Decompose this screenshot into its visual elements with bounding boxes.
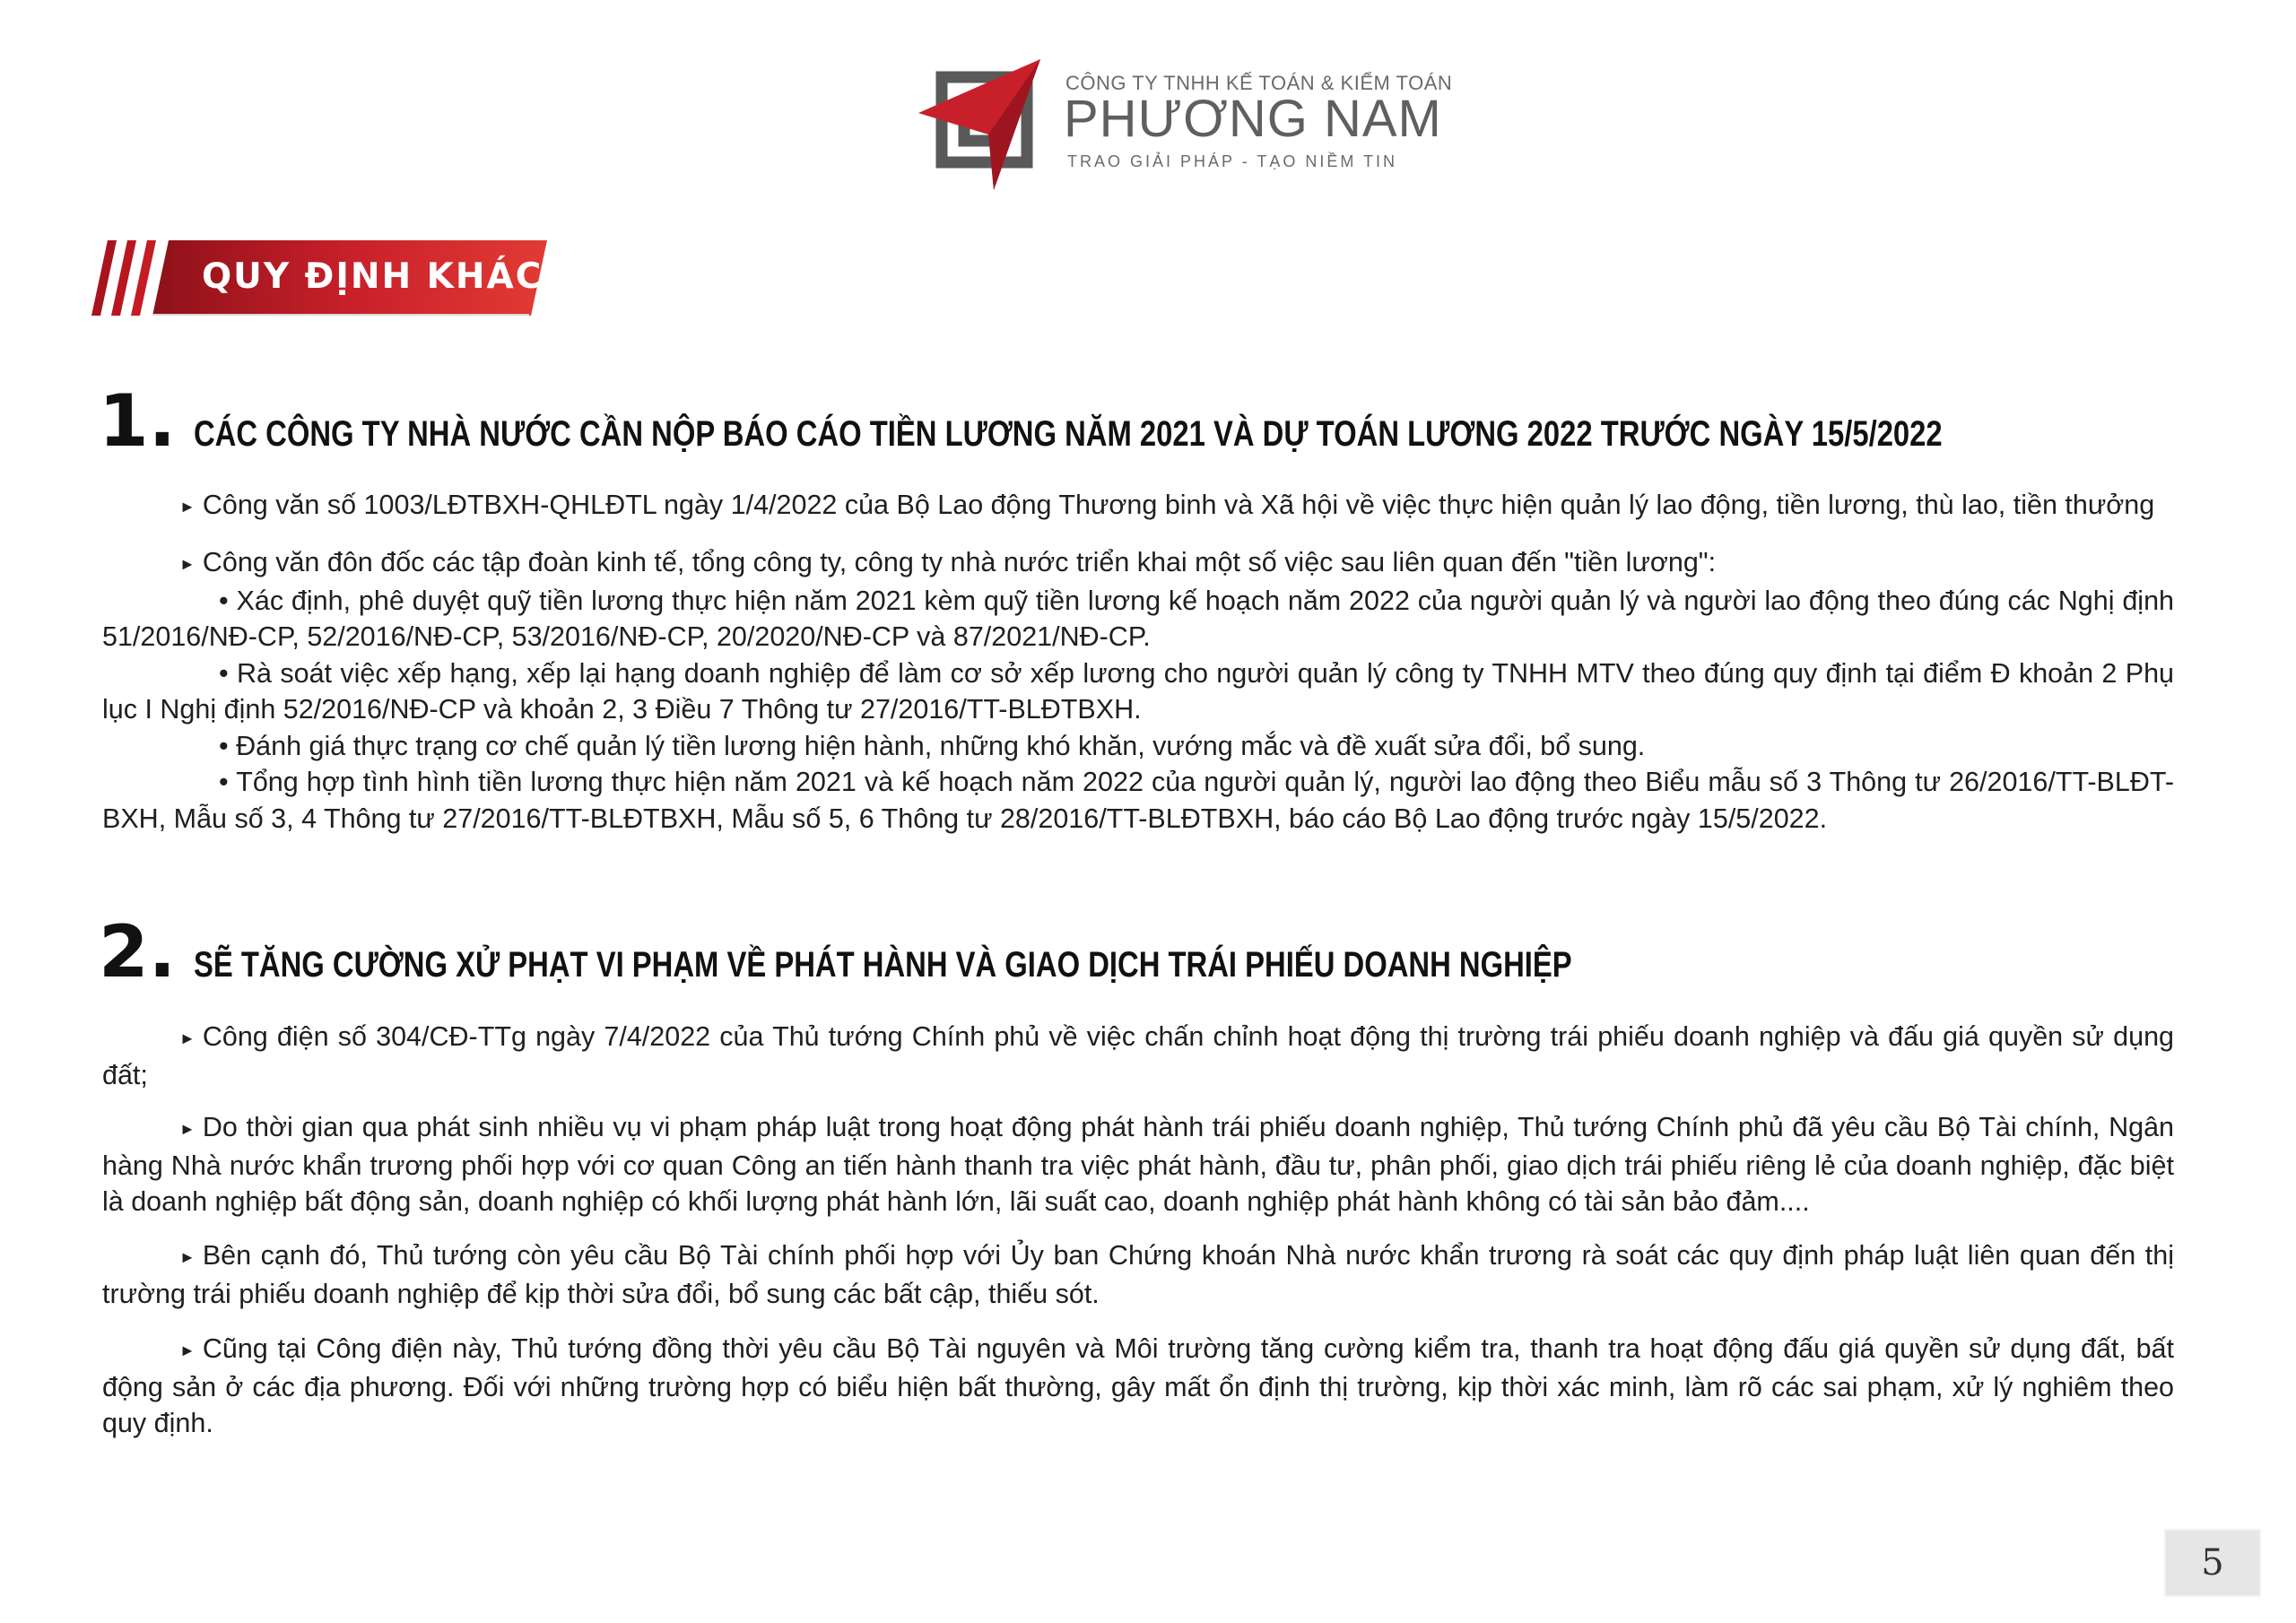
sub-item: • Tổng hợp tình hình tiền lương thực hiện năm 2021 và kế hoạch năm 2022 của người quản lý, người lao động theo Biểu mẫu số 3 Thông tư 26/2016/TT-BLĐT-BXH, Mẫu số 3, 4 Thông tư 27/2016/TT-BLĐTBXH, Mẫu số 5, 6 Thông tư 28/2016/TT-BLĐTBXH, báo cáo Bộ Lao động trước ngày 15/5/2022. — [102, 767, 2174, 834]
triangle-bullet-icon: ► — [179, 555, 196, 573]
triangle-bullet-icon: ► — [179, 498, 196, 516]
company-logo — [915, 56, 1453, 199]
bullet-text: Bên cạnh đó, Thủ tướng còn yêu cầu Bộ Tài chính phối hợp với Ủy ban Chứng khoán Nhà nước khẩn trương rà soát các quy định pháp luật liên quan đến thị trường trái phiếu doanh nghiệp để kịp thời sửa đổi, bổ sung các bất cập, thiếu sót. — [102, 1240, 2174, 1309]
section-2-bullet-1 — [102, 1019, 2174, 1093]
section-2-number: 2. — [99, 910, 177, 994]
bullet-text: Công văn đôn đốc các tập đoàn kinh tế, tổng công ty, công ty nhà nước triển khai một số việc sau liên quan đến "tiền lương": — [202, 547, 1717, 577]
tagline: TRAO GIẢI PHÁP - TẠO NIỀM TIN — [1067, 152, 1398, 170]
brand-name: PHƯƠNG NAM — [1064, 90, 1442, 148]
company-line: CÔNG TY TNHH KẾ TOÁN & KIỂM TOÁN — [1065, 72, 1453, 94]
section-2-title: SẼ TĂNG CƯỜNG XỬ PHẠT VI PHẠM VỀ PHÁT HÀNH VÀ GIAO DỊCH TRÁI PHIẾU DOANH NGHIỆP — [194, 945, 1572, 985]
triangle-bullet-icon: ► — [179, 1120, 196, 1138]
section-1-title: CÁC CÔNG TY NHÀ NƯỚC CẦN NỘP BÁO CÁO TIỀN LƯƠNG NĂM 2021 VÀ DỰ TOÁN LƯƠNG 2022 TRƯỚC NGÀY 15/5/2022 — [194, 414, 1943, 454]
sub-item: • Rà soát việc xếp hạng, xếp lại hạng doanh nghiệp để làm cơ sở xếp lương cho người quản lý công ty TNHH MTV theo đúng quy định tại điểm Đ khoản 2 Phụ lục I Nghị định 52/2016/NĐ-CP và khoản 2, 3 Điều 7 Thông tư 27/2016/TT-BLĐTBXH. — [102, 657, 2174, 725]
banner-label: QUY ĐỊNH KHÁC — [202, 256, 544, 297]
triangle-bullet-icon: ► — [179, 1341, 196, 1359]
bullet-text: Cũng tại Công điện này, Thủ tướng đồng thời yêu cầu Bộ Tài nguyên và Môi trường tăng cường kiểm tra, thanh tra hoạt động đấu giá quyền sử dụng đất, bất động sản ở các địa phương. Đối với những trường hợp có biểu hiện bất thường, gây mất ổn định thị trường, kịp thời xác minh, làm rõ các sai phạm, xử lý nghiêm theo quy định. — [102, 1333, 2174, 1438]
section-1-heading — [99, 379, 2296, 463]
section-2-heading — [99, 910, 1874, 994]
bullet-text: Do thời gian qua phát sinh nhiều vụ vi phạm pháp luật trong hoạt động phát hành trái phiếu doanh nghiệp, Thủ tướng Chính phủ đã yêu cầu Bộ Tài chính, Ngân hàng Nhà nước khẩn trương phối hợp với cơ quan Công an tiến hành thanh tra việc phát hành, đầu tư, phân phối, giao dịch trái phiếu riêng lẻ của doanh nghiệp, đặc biệt là doanh nghiệp bất động sản, doanh nghiệp có khối lượng phát hành lớn, lãi suất cao, doanh nghiệp phát hành không có tài sản bảo đảm.... — [102, 1112, 2174, 1217]
bullet-text: Công điện số 304/CĐ-TTg ngày 7/4/2022 của Thủ tướng Chính phủ về việc chấn chỉnh hoạt động thị trường trái phiếu doanh nghiệp và đấu giá quyền sử dụng đất; — [102, 1021, 2174, 1090]
section-2-bullet-3 — [102, 1237, 2174, 1312]
section-banner — [81, 240, 556, 316]
triangle-bullet-icon: ► — [179, 1029, 196, 1047]
bullet-text: Công văn số 1003/LĐTBXH-QHLĐTL ngày 1/4/2022 của Bộ Lao động Thương binh và Xã hội về việc thực hiện quản lý lao động, tiền lương, thù lao, tiền thưởng — [202, 490, 2155, 520]
logo-mark-icon — [915, 56, 1058, 199]
sub-item: • Xác định, phê duyệt quỹ tiền lương thực hiện năm 2021 kèm quỹ tiền lương kế hoạch năm 2022 của người quản lý và người lao động theo đúng các Nghị định 51/2016/NĐ-CP, 52/2016/NĐ-CP, 53/2016/NĐ-CP, 20/2020/NĐ-CP và 87/2021/NĐ-CP. — [102, 585, 2174, 652]
section-1-number: 1. — [99, 379, 177, 463]
triangle-bullet-icon: ► — [179, 1248, 196, 1266]
page-number: 5 — [2166, 1531, 2259, 1595]
section-2-bullet-4 — [102, 1331, 2174, 1442]
section-1-bullet-2 — [102, 544, 2174, 837]
sub-item: • Đánh giá thực trạng cơ chế quản lý tiền lương hiện hành, những khó khăn, vướng mắc và đề xuất sửa đổi, bổ sung. — [219, 730, 1646, 761]
section-1-bullet-1 — [102, 487, 2174, 525]
section-2-bullet-2 — [102, 1109, 2174, 1220]
